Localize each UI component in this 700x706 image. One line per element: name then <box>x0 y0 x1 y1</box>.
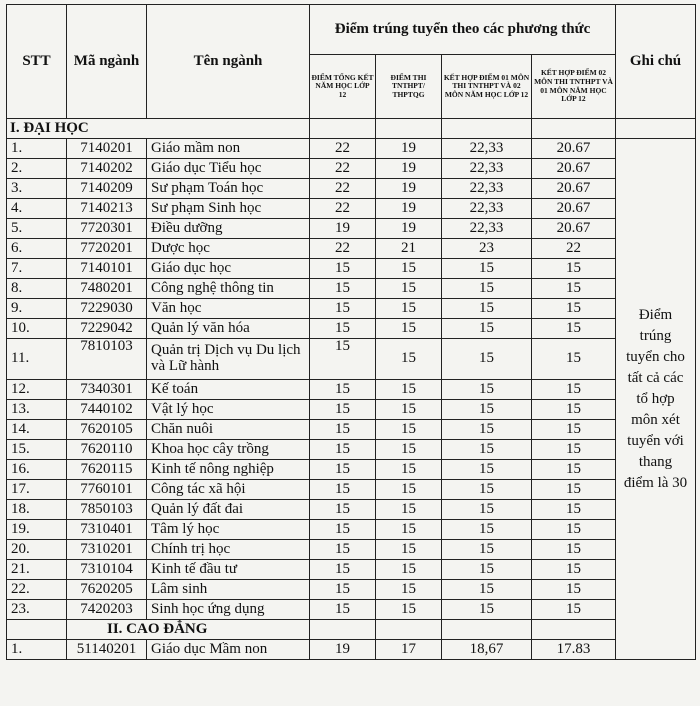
section-row <box>7 620 696 640</box>
row-code: 7850103 <box>67 500 147 520</box>
row-score-method-3: 15 <box>442 400 532 420</box>
row-score-method-1: 15 <box>310 540 376 560</box>
row-code: 7140202 <box>67 159 147 179</box>
table-row <box>7 219 696 239</box>
row-score-method-4: 15 <box>532 299 616 319</box>
table-row <box>7 279 696 299</box>
row-stt: 5. <box>7 219 67 239</box>
row-name: Sư phạm Toán học <box>147 179 310 199</box>
row-name: Chính trị học <box>147 540 310 560</box>
table-row <box>7 540 696 560</box>
row-score-method-1: 22 <box>310 239 376 259</box>
row-score-method-4: 15 <box>532 279 616 299</box>
row-code: 7229042 <box>67 319 147 339</box>
row-score-method-1: 19 <box>310 640 376 660</box>
table-row <box>7 199 696 219</box>
section-cao-dang: II. CAO ĐẲNG <box>67 620 310 640</box>
row-code: 7229030 <box>67 299 147 319</box>
row-score-method-1: 15 <box>310 520 376 540</box>
row-name: Vật lý học <box>147 400 310 420</box>
row-stt: 17. <box>7 480 67 500</box>
row-score-method-4: 15 <box>532 600 616 620</box>
row-score-method-3: 15 <box>442 339 532 380</box>
header-method-3: KẾT HỢP ĐIỂM 01 MÔN THI TNTHPT VÀ 02 MÔN NĂM HỌC LỚP 12 <box>442 55 532 119</box>
table-row <box>7 339 696 380</box>
row-name: Giáo mầm non <box>147 139 310 159</box>
table-row <box>7 640 696 660</box>
section-blank <box>310 620 376 640</box>
row-code: 7140101 <box>67 259 147 279</box>
header-ma-nganh: Mã ngành <box>67 5 147 119</box>
row-code: 7620205 <box>67 580 147 600</box>
table-row <box>7 460 696 480</box>
row-score-method-2: 15 <box>376 500 442 520</box>
table-row <box>7 440 696 460</box>
row-stt: 7. <box>7 259 67 279</box>
row-score-method-3: 15 <box>442 420 532 440</box>
row-score-method-2: 19 <box>376 219 442 239</box>
row-name: Giáo dục Tiểu học <box>147 159 310 179</box>
row-score-method-3: 15 <box>442 580 532 600</box>
row-score-method-3: 15 <box>442 279 532 299</box>
table-row <box>7 179 696 199</box>
section-dai-hoc: I. ĐẠI HỌC <box>7 119 310 139</box>
row-score-method-3: 15 <box>442 540 532 560</box>
row-stt: 13. <box>7 400 67 420</box>
table-row <box>7 600 696 620</box>
row-score-method-1: 15 <box>310 420 376 440</box>
row-score-method-1: 19 <box>310 219 376 239</box>
row-score-method-2: 15 <box>376 480 442 500</box>
row-score-method-3: 15 <box>442 520 532 540</box>
table-row <box>7 580 696 600</box>
row-stt: 11. <box>7 339 67 380</box>
ghi-chu-note: Điểm trúng tuyển cho tất cả các tổ hợp môn xét tuyển với thang điểm là 30 <box>616 139 696 660</box>
row-name: Tâm lý học <box>147 520 310 540</box>
row-code: 7760101 <box>67 480 147 500</box>
row-score-method-4: 15 <box>532 520 616 540</box>
row-score-method-4: 15 <box>532 259 616 279</box>
row-score-method-4: 20.67 <box>532 159 616 179</box>
row-name: Kinh tế đầu tư <box>147 560 310 580</box>
row-score-method-4: 15 <box>532 319 616 339</box>
row-stt: 1. <box>7 139 67 159</box>
row-score-method-1: 15 <box>310 480 376 500</box>
row-name: Quản lý đất đai <box>147 500 310 520</box>
row-score-method-2: 15 <box>376 339 442 380</box>
row-name: Khoa học cây trồng <box>147 440 310 460</box>
row-score-method-3: 15 <box>442 460 532 480</box>
row-stt: 3. <box>7 179 67 199</box>
table-row <box>7 560 696 580</box>
row-score-method-4: 15 <box>532 380 616 400</box>
row-score-method-2: 19 <box>376 179 442 199</box>
row-code: 7620110 <box>67 440 147 460</box>
row-code: 7340301 <box>67 380 147 400</box>
row-score-method-3: 15 <box>442 299 532 319</box>
table-row <box>7 299 696 319</box>
header-ten-nganh: Tên ngành <box>147 5 310 119</box>
row-code: 7620115 <box>67 460 147 480</box>
row-score-method-1: 15 <box>310 600 376 620</box>
table-row <box>7 480 696 500</box>
admission-score-table <box>6 4 696 660</box>
row-score-method-2: 15 <box>376 440 442 460</box>
row-stt: 15. <box>7 440 67 460</box>
row-stt: 22. <box>7 580 67 600</box>
row-score-method-4: 15 <box>532 580 616 600</box>
table-row <box>7 239 696 259</box>
row-score-method-2: 15 <box>376 380 442 400</box>
admission-table-container <box>6 4 696 660</box>
row-score-method-2: 15 <box>376 279 442 299</box>
row-score-method-1: 22 <box>310 179 376 199</box>
row-score-method-2: 15 <box>376 600 442 620</box>
row-score-method-3: 22,33 <box>442 199 532 219</box>
row-score-method-4: 15 <box>532 500 616 520</box>
row-score-method-4: 15 <box>532 339 616 380</box>
row-score-method-4: 20.67 <box>532 219 616 239</box>
row-score-method-4: 15 <box>532 400 616 420</box>
table-row <box>7 400 696 420</box>
table-row <box>7 420 696 440</box>
row-score-method-1: 22 <box>310 199 376 219</box>
row-score-method-4: 15 <box>532 460 616 480</box>
row-name: Kế toán <box>147 380 310 400</box>
row-score-method-1: 15 <box>310 560 376 580</box>
row-score-method-1: 15 <box>310 319 376 339</box>
row-score-method-3: 15 <box>442 600 532 620</box>
row-code: 7440102 <box>67 400 147 420</box>
row-score-method-4: 20.67 <box>532 179 616 199</box>
row-name: Chăn nuôi <box>147 420 310 440</box>
row-score-method-4: 17.83 <box>532 640 616 660</box>
row-score-method-4: 15 <box>532 440 616 460</box>
row-name: Công tác xã hội <box>147 480 310 500</box>
row-score-method-1: 22 <box>310 139 376 159</box>
row-score-method-3: 15 <box>442 560 532 580</box>
row-score-method-4: 15 <box>532 420 616 440</box>
row-score-method-1: 15 <box>310 440 376 460</box>
row-code: 7140209 <box>67 179 147 199</box>
row-score-method-4: 15 <box>532 480 616 500</box>
row-score-method-4: 20.67 <box>532 139 616 159</box>
row-score-method-2: 17 <box>376 640 442 660</box>
row-score-method-1: 15 <box>310 460 376 480</box>
row-stt: 14. <box>7 420 67 440</box>
row-stt: 4. <box>7 199 67 219</box>
row-stt: 19. <box>7 520 67 540</box>
row-score-method-2: 15 <box>376 319 442 339</box>
header-stt: STT <box>7 5 67 119</box>
row-score-method-2: 15 <box>376 299 442 319</box>
table-row <box>7 259 696 279</box>
row-score-method-1: 15 <box>310 279 376 299</box>
header-method-1: ĐIỂM TỔNG KẾT NĂM HỌC LỚP 12 <box>310 55 376 119</box>
row-stt: 21. <box>7 560 67 580</box>
row-stt: 18. <box>7 500 67 520</box>
row-stt: 12. <box>7 380 67 400</box>
row-name: Sinh học ứng dụng <box>147 600 310 620</box>
row-stt: 2. <box>7 159 67 179</box>
row-score-method-3: 22,33 <box>442 139 532 159</box>
row-name: Điều dưỡng <box>147 219 310 239</box>
header-method-2: ĐIỂM THI TNTHPT/ THPTQG <box>376 55 442 119</box>
row-stt: 9. <box>7 299 67 319</box>
table-row <box>7 520 696 540</box>
row-name: Công nghệ thông tin <box>147 279 310 299</box>
row-stt: 20. <box>7 540 67 560</box>
header-method-4: KẾT HỢP ĐIỂM 02 MÔN THI TNTHPT VÀ 01 MÔN NĂM HỌC LỚP 12 <box>532 55 616 119</box>
row-score-method-2: 21 <box>376 239 442 259</box>
row-score-method-1: 15 <box>310 500 376 520</box>
row-name: Văn học <box>147 299 310 319</box>
row-score-method-3: 22,33 <box>442 219 532 239</box>
row-name: Quản trị Dịch vụ Du lịch và Lữ hành <box>147 339 310 380</box>
row-name: Giáo dục học <box>147 259 310 279</box>
row-score-method-1: 22 <box>310 159 376 179</box>
row-stt: 6. <box>7 239 67 259</box>
row-code: 7620105 <box>67 420 147 440</box>
row-score-method-1: 15 <box>310 400 376 420</box>
row-score-method-3: 18,67 <box>442 640 532 660</box>
row-name: Sư phạm Sinh học <box>147 199 310 219</box>
row-score-method-3: 15 <box>442 440 532 460</box>
row-code: 51140201 <box>67 640 147 660</box>
row-stt: 16. <box>7 460 67 480</box>
row-name: Giáo dục Mầm non <box>147 640 310 660</box>
section-blank-stt <box>7 620 67 640</box>
row-code: 7310104 <box>67 560 147 580</box>
row-score-method-1: 15 <box>310 259 376 279</box>
row-score-method-3: 22,33 <box>442 159 532 179</box>
row-stt: 1. <box>7 640 67 660</box>
row-score-method-2: 15 <box>376 400 442 420</box>
row-name: Kinh tế nông nghiệp <box>147 460 310 480</box>
row-score-method-4: 15 <box>532 560 616 580</box>
row-stt: 10. <box>7 319 67 339</box>
section-blank <box>376 620 442 640</box>
row-score-method-2: 19 <box>376 139 442 159</box>
row-score-method-2: 15 <box>376 540 442 560</box>
row-score-method-2: 19 <box>376 199 442 219</box>
row-score-method-2: 15 <box>376 460 442 480</box>
row-score-method-1: 15 <box>310 380 376 400</box>
row-code: 7310201 <box>67 540 147 560</box>
row-code: 7140201 <box>67 139 147 159</box>
row-score-method-2: 19 <box>376 159 442 179</box>
row-code: 7140213 <box>67 199 147 219</box>
header-diem-group: Điểm trúng tuyển theo các phương thức <box>310 5 616 55</box>
table-row <box>7 159 696 179</box>
row-code: 7810103 <box>67 339 147 380</box>
row-stt: 8. <box>7 279 67 299</box>
table-row <box>7 500 696 520</box>
row-score-method-4: 22 <box>532 239 616 259</box>
row-code: 7720301 <box>67 219 147 239</box>
section-blank <box>532 620 616 640</box>
row-score-method-2: 15 <box>376 520 442 540</box>
row-score-method-2: 15 <box>376 420 442 440</box>
row-score-method-2: 15 <box>376 580 442 600</box>
row-score-method-4: 15 <box>532 540 616 560</box>
table-row <box>7 139 696 159</box>
row-score-method-1: 15 <box>310 339 376 380</box>
row-score-method-3: 15 <box>442 500 532 520</box>
row-name: Quản lý văn hóa <box>147 319 310 339</box>
row-score-method-2: 15 <box>376 259 442 279</box>
row-code: 7420203 <box>67 600 147 620</box>
row-score-method-1: 15 <box>310 299 376 319</box>
table-row <box>7 319 696 339</box>
row-score-method-2: 15 <box>376 560 442 580</box>
row-score-method-3: 15 <box>442 319 532 339</box>
row-code: 7480201 <box>67 279 147 299</box>
row-stt: 23. <box>7 600 67 620</box>
row-name: Dược học <box>147 239 310 259</box>
row-score-method-3: 15 <box>442 259 532 279</box>
header-ghi-chu: Ghi chú <box>616 5 696 119</box>
row-code: 7310401 <box>67 520 147 540</box>
row-score-method-1: 15 <box>310 580 376 600</box>
row-score-method-3: 15 <box>442 380 532 400</box>
row-score-method-3: 22,33 <box>442 179 532 199</box>
table-row <box>7 380 696 400</box>
row-score-method-3: 23 <box>442 239 532 259</box>
row-score-method-3: 15 <box>442 480 532 500</box>
row-name: Lâm sinh <box>147 580 310 600</box>
row-score-method-4: 20.67 <box>532 199 616 219</box>
section-blank <box>442 620 532 640</box>
row-code: 7720201 <box>67 239 147 259</box>
